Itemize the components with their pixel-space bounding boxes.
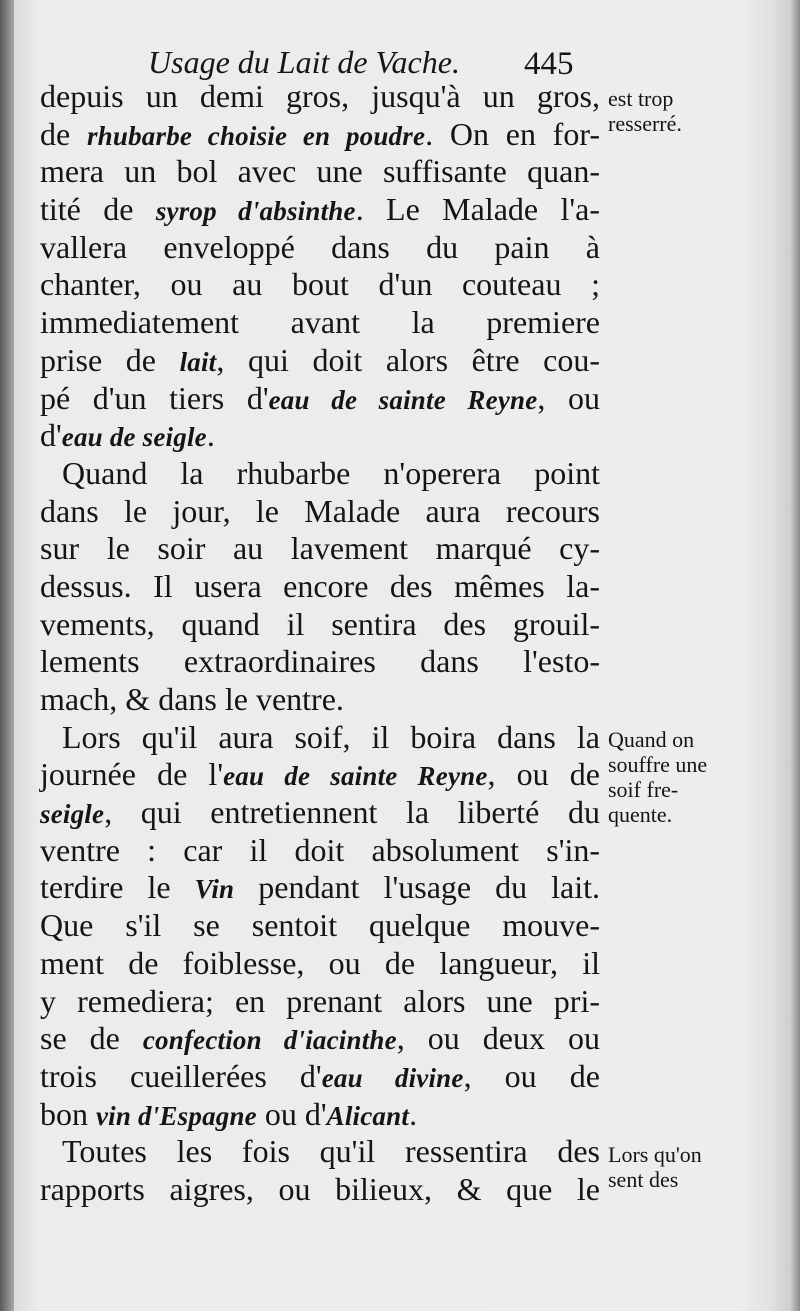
text-segment: terdire le [40,869,195,906]
italic-term: seigle [40,799,105,830]
text-segment: prise de [40,341,180,378]
text-line [40,568,600,606]
text-segment: chanter, ou au bout d'un couteau ; [40,266,600,303]
text-segment: sur le soir au lavement marqué cy- [40,530,600,567]
text-segment: . On en for- [425,115,601,152]
italic-term: confection d'iacinthe [142,1025,397,1056]
italic-term: eau divine [321,1062,464,1093]
text-segment: bon [40,1095,96,1132]
text-segment: , qui entretiennent la liberté du [104,794,600,831]
text-line [40,606,600,644]
text-line [40,417,600,455]
text-segment: ment de foiblesse, ou de langueur, il [40,944,600,981]
margin-note [608,727,707,827]
margin-note-line: sent des [608,1166,679,1192]
margin-note-line: souffre une [608,751,708,777]
text-line [40,153,600,191]
italic-term: syrop d'absinthe [155,196,356,227]
main-text-block [40,78,600,1209]
text-line [40,719,600,757]
text-segment: . Le Malade l'a- [355,191,601,228]
page-spine-shadow [0,0,14,1311]
margin-note-line: soif fre- [608,776,679,802]
italic-term: Vin [194,874,235,905]
text-line [40,1171,600,1209]
text-segment: ventre : car il doit absolument s'in- [40,831,600,868]
text-segment: rapports aigres, ou bilieux, & que le [40,1170,600,1207]
running-title: Usage du Lait de Vache. [148,44,460,80]
page-number: 445 [524,46,574,82]
text-segment: se de [40,1020,143,1057]
text-line [40,681,600,719]
text-segment: depuis un demi gros, jusqu'à un gros, [40,78,600,114]
text-segment: trois cueillerées d' [40,1057,322,1094]
text-line [40,493,600,531]
text-segment: . [409,1095,418,1132]
text-line [40,530,600,568]
margin-note [608,86,682,136]
text-line [40,304,600,342]
italic-term: vin d'Espagne [96,1100,257,1131]
text-segment: lements extraordinaires dans l'esto- [40,643,600,680]
italic-term: Alicant [326,1100,410,1131]
text-line [40,1058,600,1096]
margin-note-line: Lors qu'on [608,1141,702,1167]
text-segment: journée de l' [40,756,224,793]
text-line [40,1020,600,1058]
text-segment: vements, quand il sentira des grouil- [40,605,600,642]
text-segment: . [206,417,215,454]
text-segment: pendant l'usage du lait. [234,869,601,906]
text-segment: dessus. Il usera encore des mêmes la- [40,567,600,604]
text-segment: , ou de [487,756,601,793]
text-segment: immediatement avant la premiere [40,304,600,341]
text-line [40,78,600,116]
text-line [40,869,600,907]
text-line [40,756,600,794]
text-segment: ou d' [256,1095,327,1132]
margin-note-line: quente. [608,801,673,827]
margin-note-line: Quand on [608,726,695,752]
text-segment: mach, & dans le ventre. [40,681,344,717]
text-segment: Que s'il se sentoit quelque mouve- [40,907,600,944]
text-line [40,229,600,267]
text-line [40,380,600,418]
text-segment: Lors qu'il aura soif, il boira dans la [62,718,600,755]
text-line [40,191,600,229]
text-segment: de [40,115,87,152]
italic-term: lait [179,346,217,377]
text-line [40,455,600,493]
text-segment: dans le jour, le Malade aura recours [40,492,600,529]
text-line [40,266,600,304]
text-segment: , ou de [463,1057,601,1094]
text-line [40,794,600,832]
text-segment: , qui doit alors être cou- [216,341,601,378]
text-segment: Quand la rhubarbe n'operera point [62,454,600,491]
text-segment: vallera enveloppé dans du pain à [40,228,600,265]
text-segment: d' [40,417,62,454]
margin-note-line: resserré. [608,111,682,136]
text-line [40,342,600,380]
margin-note-line: est trop [608,86,674,111]
text-segment: , ou [537,379,600,416]
text-segment: y remediera; en prenant alors une pri- [40,982,600,1019]
text-line [40,907,600,945]
text-line [40,945,600,983]
text-line [40,1096,600,1134]
text-line [40,643,600,681]
text-segment: Toutes les fois qu'il ressentira des [62,1133,600,1170]
text-line [40,983,600,1021]
italic-term: eau de seigle [61,422,207,453]
text-line [40,832,600,870]
italic-term: rhubarbe choisie en poudre [86,120,426,151]
text-segment: tité de [40,191,156,228]
text-segment: pé d'un tiers d' [40,379,269,416]
margin-note [608,1142,702,1192]
text-segment: , ou deux ou [396,1020,600,1057]
italic-term: eau de sainte Reyne [223,761,488,792]
italic-term: eau de sainte Reyne [268,384,538,415]
text-line [40,1133,600,1171]
text-segment: mera un bol avec une suffisante quan- [40,153,600,190]
text-line [40,116,600,154]
